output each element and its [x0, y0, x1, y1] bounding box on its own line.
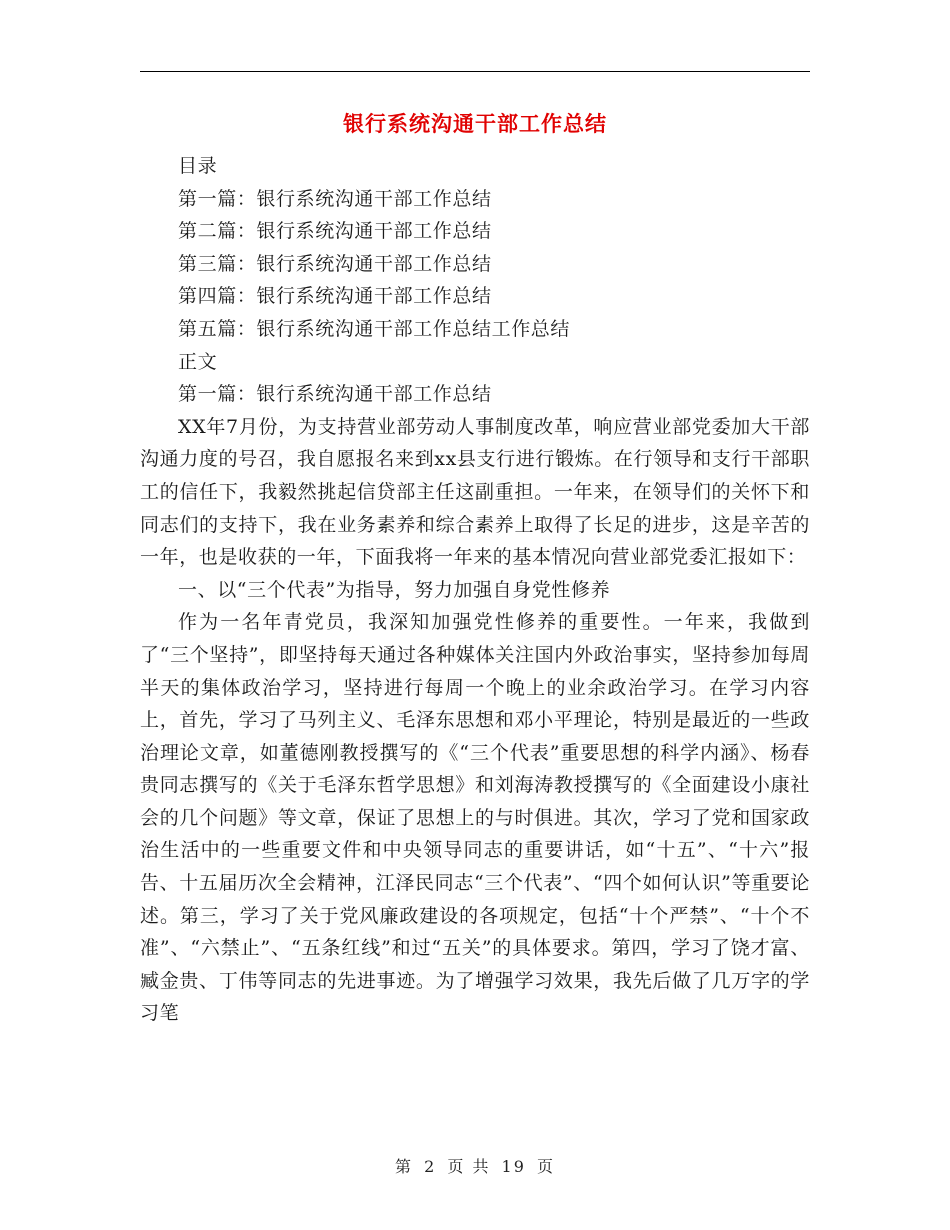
footer-suffix: 页 — [537, 1157, 556, 1176]
header-rule — [140, 71, 810, 72]
body-label: 正文 — [178, 350, 218, 373]
footer-middle: 页 共 — [447, 1157, 491, 1176]
toc-item-5: 第五篇：银行系统沟通干部工作总结工作总结 — [178, 317, 571, 340]
toc-label: 目录 — [178, 155, 218, 177]
toc-item-3: 第三篇：银行系统沟通干部工作总结 — [178, 252, 492, 275]
toc-item-1: 第一篇：银行系统沟通干部工作总结 — [178, 187, 492, 210]
section-title: 第一篇：银行系统沟通干部工作总结 — [178, 383, 492, 406]
footer-page-number: 2 — [424, 1157, 437, 1176]
paragraph-intro: XX年7月份，为支持营业部劳动人事制度改革，响应营业部党委加大干部沟通力度的号召，我自愿报名来到xx县支行进行锻炼。在行领导和支行干部职工的信任下，我毅然挑起信贷部主任这副重担。一年来，在领导们的关怀下和同志们的支持下，我在业务素养和综合素养上取得了长足的进步，这是辛苦的一年，也是收获的一年，下面我将一年来的基本情况向营业部党委汇报如下： — [140, 415, 810, 569]
toc-item-2: 第二篇：银行系统沟通干部工作总结 — [178, 220, 492, 243]
page-footer — [0, 1154, 950, 1177]
toc-item-4: 第四篇：银行系统沟通干部工作总结 — [178, 285, 492, 308]
footer-prefix: 第 — [394, 1157, 413, 1176]
paragraph-study: 作为一名年青党员，我深知加强党性修养的重要性。一年来，我做到了“三个坚持”，即坚持每天通过各种媒体关注国内外政治事实，坚持参加每周半天的集体政治学习，坚持进行每周一个晚上的业余政治学习。在学习内容上，首先，学习了马列主义、毛泽东思想和邓小平理论，特别是最近的一些政治理论文章，如董德刚教授撰写的《“三个代表”重要思想的科学内涵》、杨春贵同志撰写的《关于毛泽东哲学思想》和刘海涛教授撰写的《全面建设小康社会的几个问题》等文章，保证了思想上的与时俱进。其次，学习了党和国家政治生活中的一些重要文件和中央领导同志的重要讲话，如“十五”、“十六”报告、十五届历次全会精神，江泽民同志“三个代表”、“四个如何认识”等重要论述。第三，学习了关于党风廉政建设的各项规定，包括“十个严禁”、“十个不准”、“六禁止”、“五条红线”和过“五关”的具体要求。第四，学习了饶才富、臧金贵、丁伟等同志的先进事迹。为了增强学习效果，我先后做了几万字的学习笔 — [140, 611, 810, 1025]
document-body — [140, 150, 810, 1030]
section-heading-1: 一、以“三个代表”为指导，努力加强自身党性修养 — [178, 578, 611, 601]
footer-total-pages: 19 — [501, 1157, 526, 1176]
document-title: 银行系统沟通干部工作总结 — [343, 111, 607, 136]
